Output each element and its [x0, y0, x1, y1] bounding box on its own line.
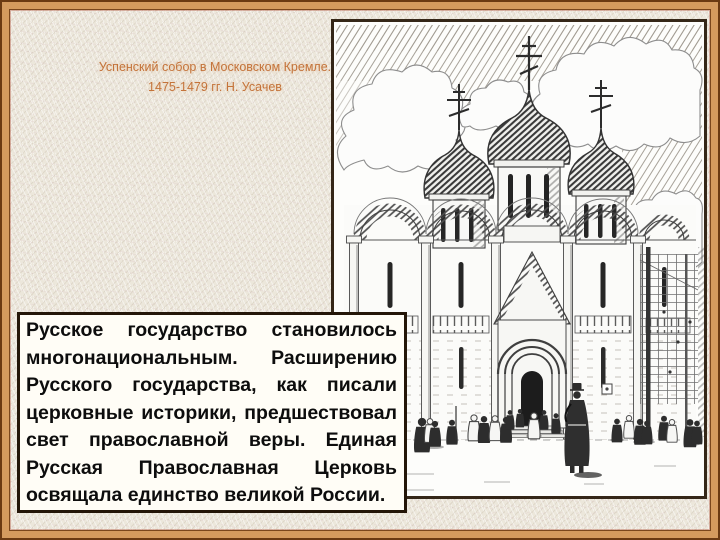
body-text: Русское государство становилось многонациональным. Расширению Русского государства, как писали церковные историки, предшествовал свет православной веры. Единая Русская Православная Церковь освящала единство великой России. — [26, 319, 397, 506]
image-caption: Успенский собор в Московском Кремле. 1475-1479 гг. Н. Усачев — [98, 60, 332, 94]
body-textbox — [17, 312, 407, 513]
